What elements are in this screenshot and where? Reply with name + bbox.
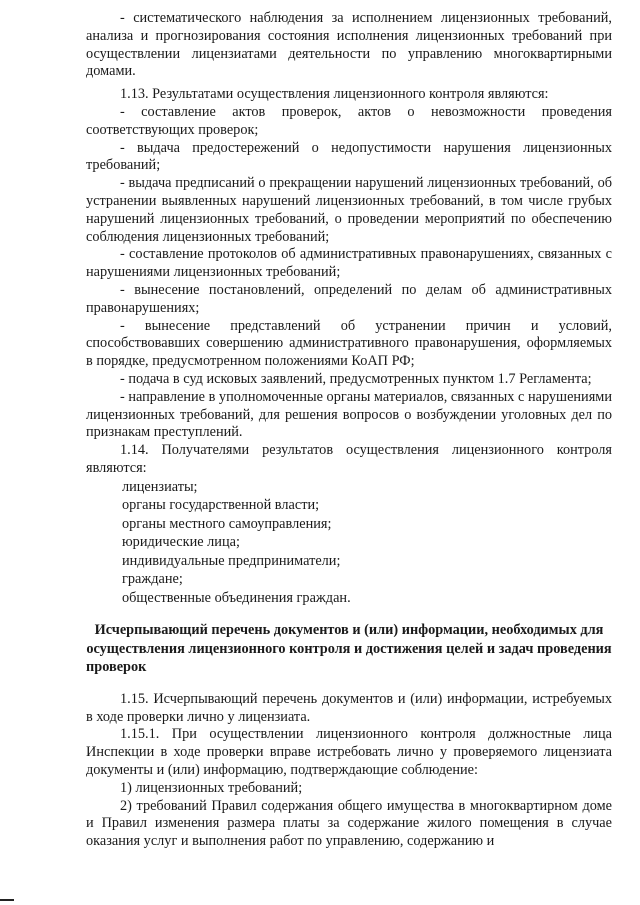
section-heading: Исчерпывающий перечень документов и (или) информации, необходимых для осуществления лицензионного контроля и достижения целей и задач проведения проверок bbox=[86, 622, 612, 676]
list-item: граждане; bbox=[122, 571, 183, 588]
list-item: индивидуальные предприниматели; bbox=[122, 552, 341, 569]
list-item: - вынесение постановлений, определений по делам об административных правонарушениях; bbox=[86, 281, 612, 316]
list-item: - вынесение представлений об устранении причин и условий, способствовавших совершению административного правонарушения, оформляемых в порядке, предусмотренном положениями КоАП РФ; bbox=[86, 317, 612, 370]
list-item: органы местного самоуправления; bbox=[122, 515, 332, 532]
list-item: - составление протоколов об административных правонарушениях, связанных с нарушениями лицензионных требований; bbox=[86, 246, 612, 281]
section-1-13-intro: 1.13. Результатами осуществления лицензионного контроля являются: bbox=[120, 86, 549, 103]
recipients-list bbox=[86, 478, 612, 608]
list-item: органы государственной власти; bbox=[122, 497, 320, 514]
list-item: лицензиаты; bbox=[122, 478, 198, 495]
list-item: 1) лицензионных требований; bbox=[120, 779, 303, 796]
list-item: 2) требований Правил содержания общего имущества в многоквартирном доме и Правил изменения размера платы за содержание жилого помещения в случае оказания услуг и выполнения работ по управлению, содержанию и bbox=[86, 797, 612, 850]
section-1-14-intro: 1.14. Получателями результатов осуществления лицензионного контроля являются: bbox=[86, 442, 612, 476]
list-item: - подача в суд исковых заявлений, предусмотренных пунктом 1.7 Регламента; bbox=[120, 370, 592, 387]
paragraph-observation: - систематического наблюдения за исполнением лицензионных требований, анализа и прогнозирования состояния исполнения лицензионных требований при осуществлении лицензиатами деятельности по управлению многоквартирными домами. bbox=[86, 10, 612, 80]
section-1-15: 1.15. Исчерпывающий перечень документов и (или) информации, истребуемых в ходе проверки лично у лицензиата. bbox=[86, 690, 612, 725]
list-item: - выдача предписаний о прекращении нарушений лицензионных требований, об устранении выявленных нарушений лицензионных требований, в том числе грубых нарушений лицензионных требований, о проведении мероприятий по обеспечению соблюдения лицензионных требований; bbox=[86, 175, 612, 245]
list-item: юридические лица; bbox=[122, 534, 240, 551]
list-item: - направление в уполномоченные органы материалов, связанных с нарушениями лицензионных требований, для решения вопросов о возбуждении уголовных дел по признакам преступлений. bbox=[86, 388, 612, 441]
scan-edge-mark bbox=[0, 899, 14, 901]
section-1-15-1: 1.15.1. При осуществлении лицензионного контроля должностные лица Инспекции в ходе проверки вправе истребовать лично у проверяемого лицензиата документы и (или) информацию, подтверждающие соблюдение: bbox=[86, 726, 612, 778]
list-item: общественные объединения граждан. bbox=[122, 589, 351, 606]
document-page bbox=[86, 10, 612, 851]
list-item: - выдача предостережений о недопустимости нарушения лицензионных требований; bbox=[86, 139, 612, 174]
list-item: - составление актов проверок, актов о невозможности проведения соответствующих проверок; bbox=[86, 103, 612, 138]
